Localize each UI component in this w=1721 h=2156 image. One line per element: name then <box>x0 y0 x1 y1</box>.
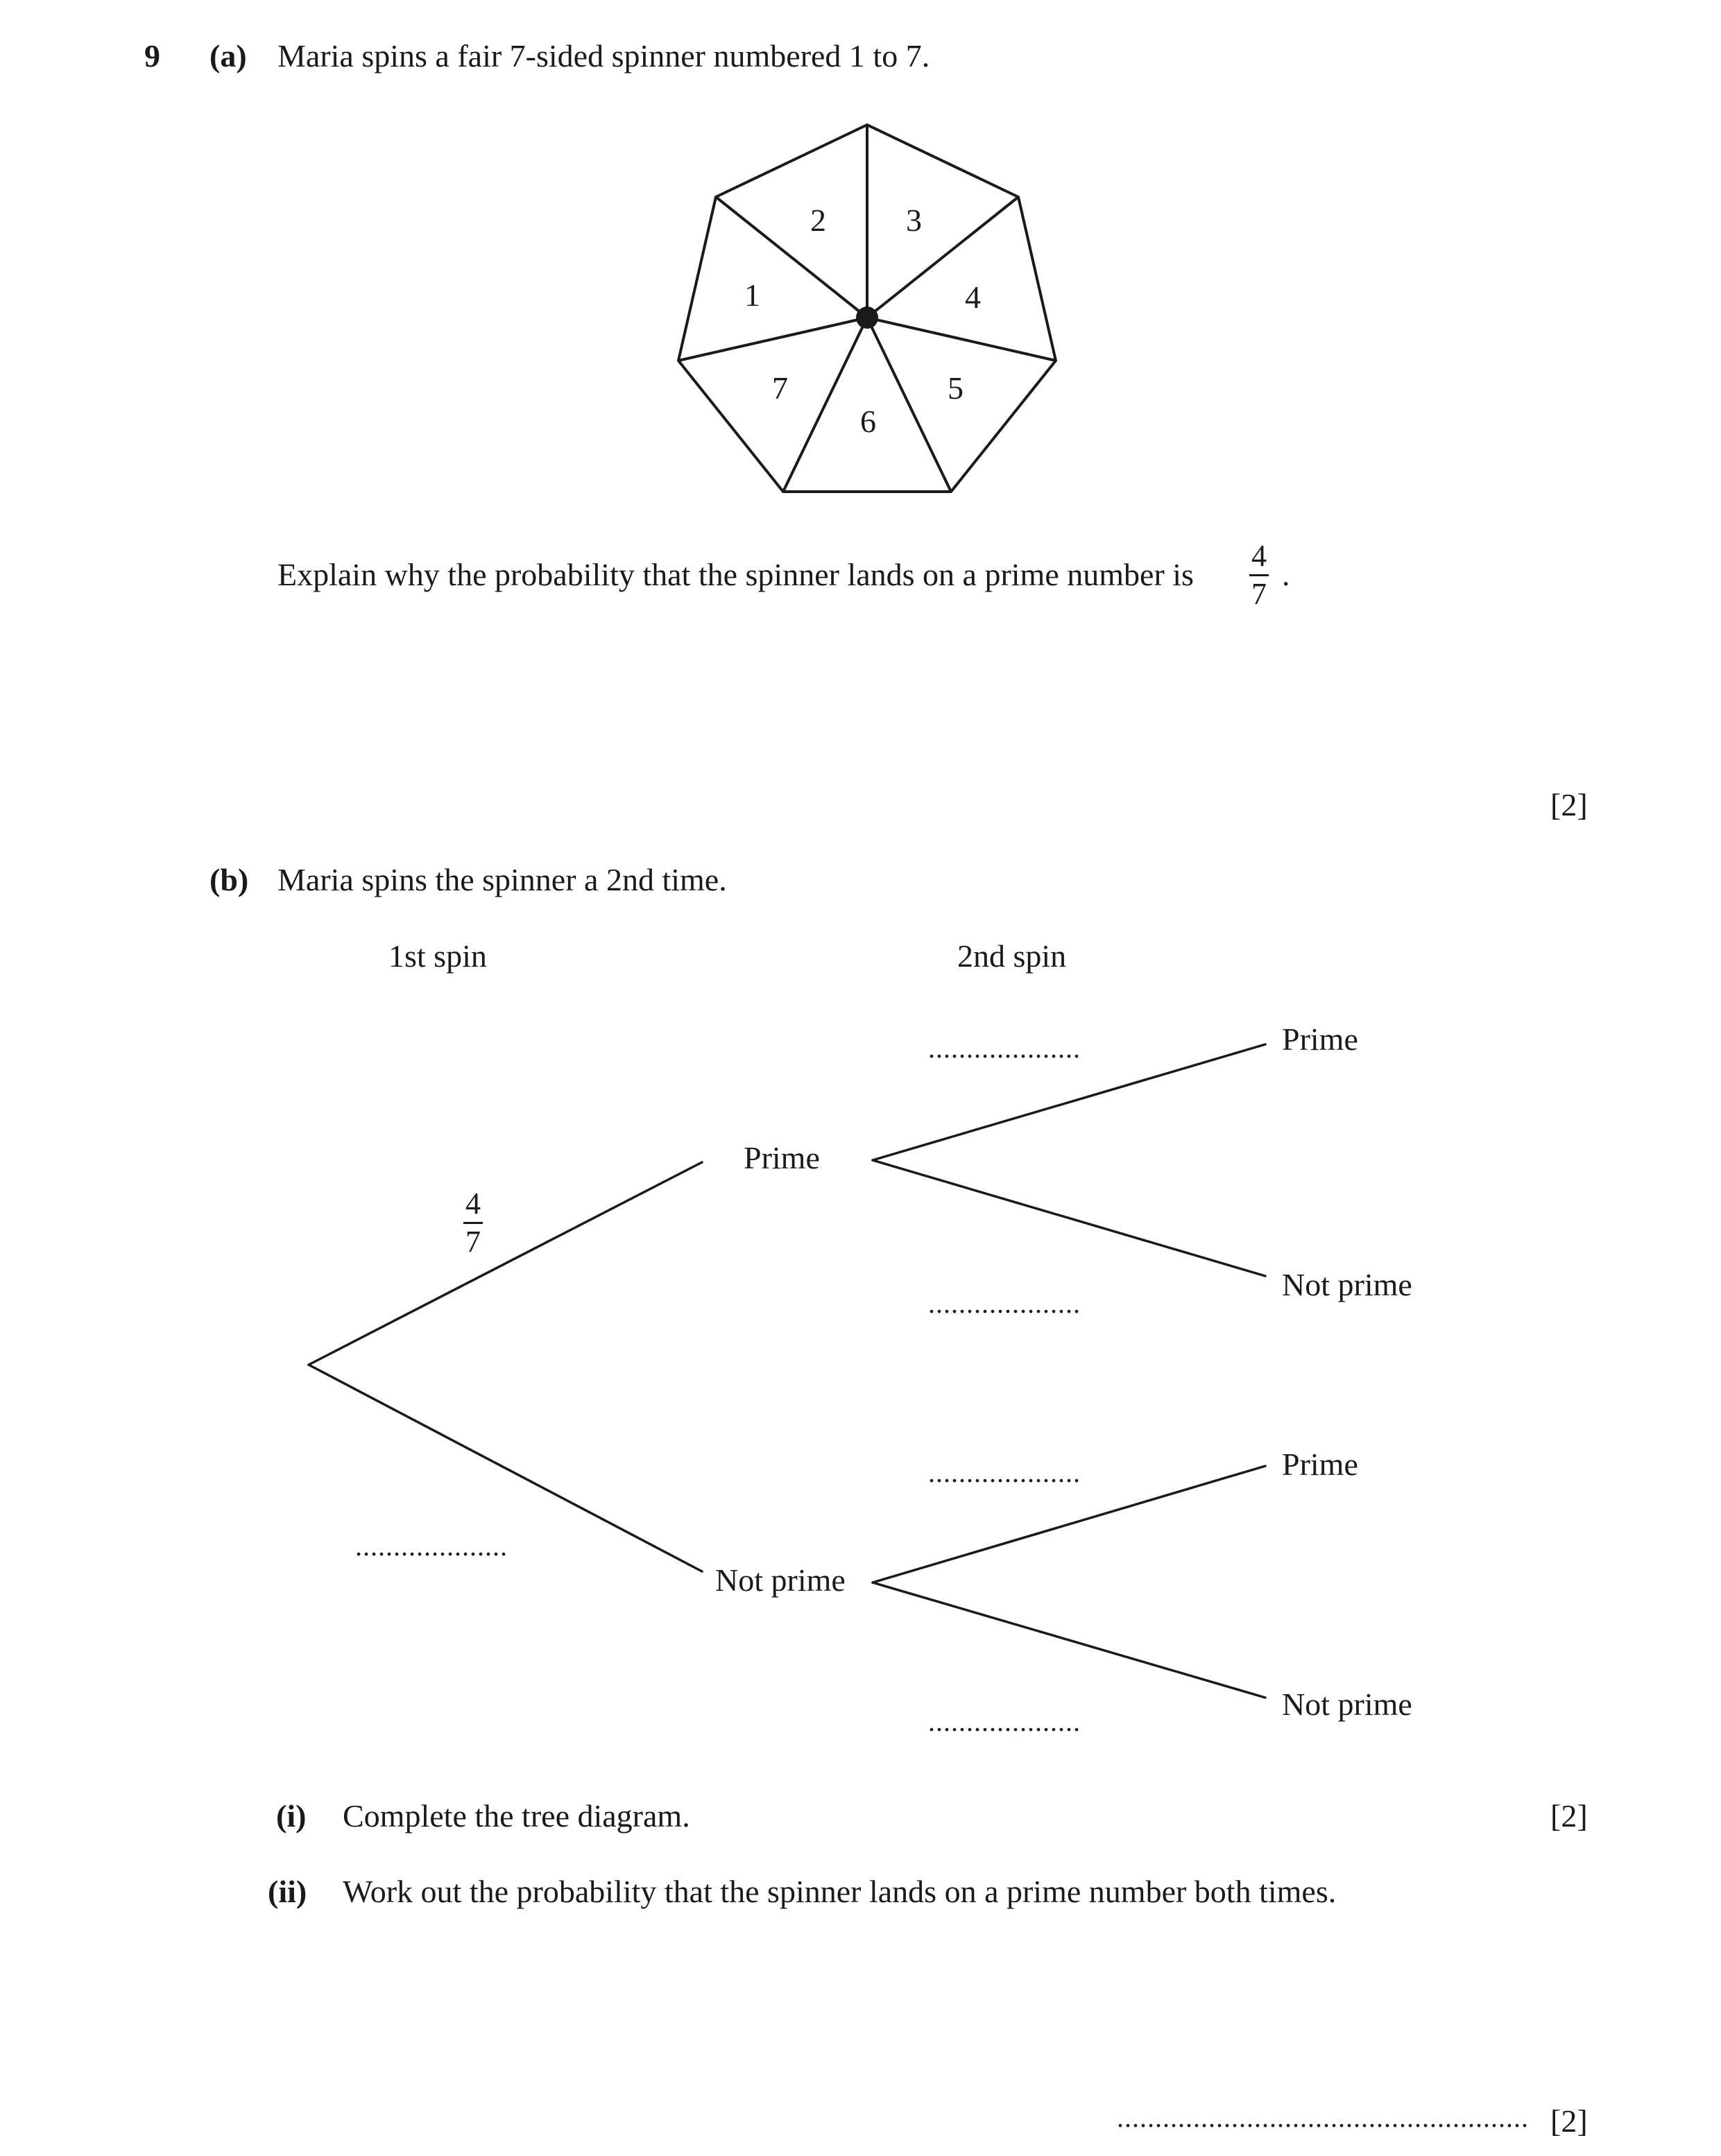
tree-second-outcome: Prime <box>1282 1021 1358 1057</box>
tree-branch <box>873 1160 1265 1276</box>
part-b-text: Maria spins the spinner a 2nd time. <box>277 862 727 897</box>
tree-fraction-numerator: 4 <box>465 1187 481 1221</box>
part-a-text: Maria spins a fair 7-sided spinner numbered 1 to 7. <box>277 38 930 74</box>
tree-answer-blank[interactable]: .................... <box>928 1706 1081 1737</box>
final-answer-line[interactable]: ...................................................... <box>1117 2102 1529 2133</box>
spinner-divider <box>783 318 867 492</box>
sub-i-text: Complete the tree diagram. <box>343 1798 690 1834</box>
tree-first-prime: Prime <box>744 1140 820 1175</box>
tree-second-outcome: Not prime <box>1282 1687 1412 1722</box>
spinner-number: 2 <box>810 202 826 238</box>
sub-ii-text: Work out the probability that the spinner lands on a prime number both times. <box>343 1874 1337 1909</box>
spinner-number: 1 <box>744 277 760 313</box>
tree-prime-probability <box>463 1189 483 1257</box>
tree-first-not-prime: Not prime <box>715 1562 846 1598</box>
sub-ii-marks: [2] <box>1550 2103 1588 2139</box>
explain-text: Explain why the probability that the spinner lands on a prime number is <box>277 557 1194 592</box>
explain-end: . <box>1282 557 1290 592</box>
tree-second-outcome: Prime <box>1282 1447 1358 1482</box>
part-b-label: (b) <box>209 862 249 897</box>
spinner-center <box>856 307 878 329</box>
tree-branch <box>873 1582 1265 1698</box>
tree-fraction-denominator: 7 <box>465 1225 481 1259</box>
part-a-label: (a) <box>209 38 247 74</box>
spinner-divider <box>867 197 1018 318</box>
spinner-number: 4 <box>965 279 981 315</box>
tree-header-first-spin: 1st spin <box>388 938 487 974</box>
tree-second-outcome: Not prime <box>1282 1267 1412 1302</box>
sub-ii-label: (ii) <box>268 1874 307 1909</box>
spinner-number: 7 <box>772 370 788 406</box>
tree-header-second-spin: 2nd spin <box>957 938 1067 974</box>
fraction-denominator: 7 <box>1251 577 1267 611</box>
spinner-divider <box>867 318 951 492</box>
spinner-number: 6 <box>860 404 876 439</box>
fraction-bar <box>1249 574 1269 576</box>
sub-i-marks: [2] <box>1550 1798 1588 1834</box>
tree-answer-blank[interactable]: .................... <box>355 1530 508 1562</box>
sub-i-label: (i) <box>276 1798 307 1834</box>
spinner-number: 3 <box>906 202 922 238</box>
spinner-divider <box>867 318 1056 361</box>
fraction-numerator: 4 <box>1251 539 1267 573</box>
tree-answer-blank[interactable]: .................... <box>928 1288 1081 1319</box>
tree-fraction-bar <box>463 1222 483 1224</box>
spinner-divider <box>716 197 867 318</box>
question-number: 9 <box>144 38 160 74</box>
tree-answer-blank[interactable]: .................... <box>928 1033 1081 1064</box>
probability-fraction <box>1249 541 1269 610</box>
tree-branch <box>309 1162 702 1365</box>
spinner-divider <box>678 318 867 361</box>
tree-answer-blank[interactable]: .................... <box>928 1457 1081 1488</box>
part-a-marks: [2] <box>1550 787 1588 822</box>
spinner-number: 5 <box>948 370 964 406</box>
